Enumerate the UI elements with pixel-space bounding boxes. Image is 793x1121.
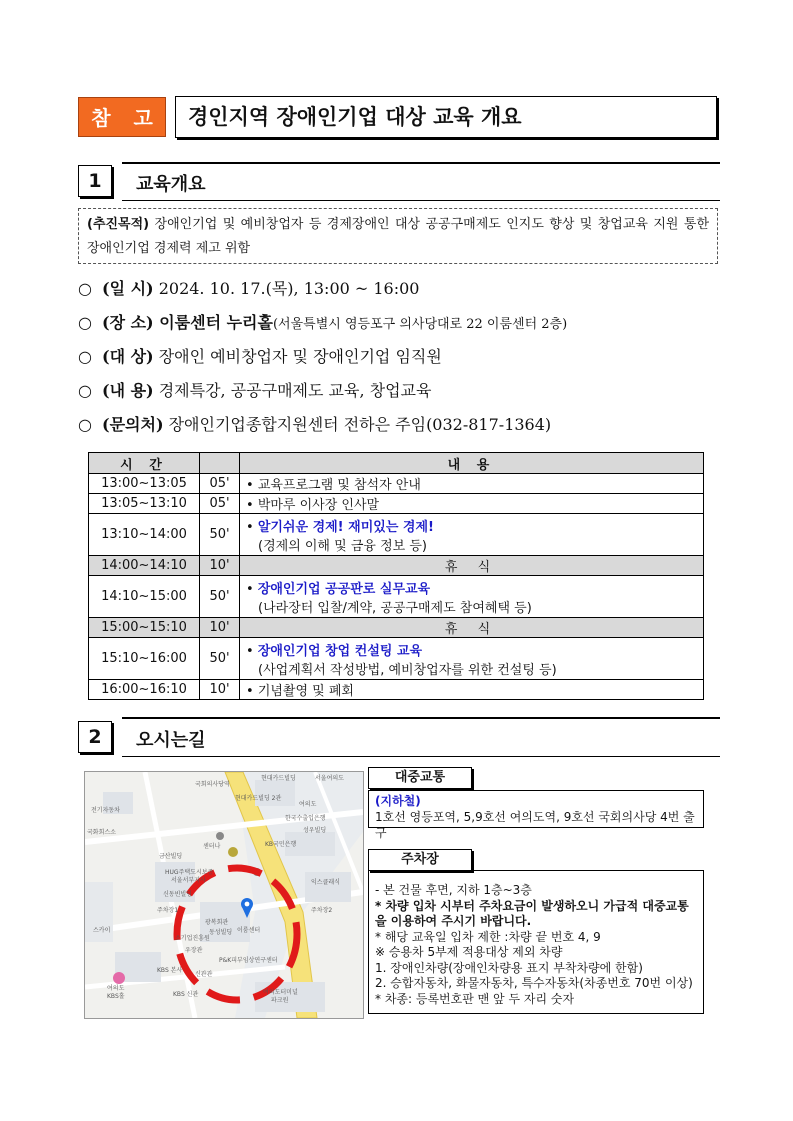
bullet: •	[246, 478, 258, 493]
row-duration: 10'	[200, 680, 240, 700]
svg-text:현대카드빌딩: 현대카드빌딩	[261, 775, 296, 782]
page-title: 경인지역 장애인기업 대상 교육 개요	[175, 96, 717, 138]
svg-text:KBS 본사: KBS 본사	[157, 967, 183, 974]
info-contact	[78, 412, 551, 435]
table-header-row	[89, 453, 704, 474]
row-content-text: 교육프로그램 및 참석자 안내	[257, 478, 421, 493]
table-row	[89, 514, 704, 556]
bullet: ○	[78, 279, 92, 298]
parking-line: * 차종: 등록번호판 맨 앞 두 자리 숫자	[375, 991, 575, 1006]
row-duration: 05'	[200, 494, 240, 514]
row-time: 13:10~14:00	[89, 514, 200, 556]
row-duration: 50'	[200, 576, 240, 618]
table-row	[89, 576, 704, 618]
bullet: ○	[78, 381, 92, 400]
row-content	[240, 514, 704, 556]
svg-text:익스클래식: 익스클래식	[311, 879, 340, 886]
row-content-detail: (경제의 이해 및 금융 정보 등)	[258, 538, 427, 554]
parking-line: ※ 승용차 5부제 적용대상 제외 차량	[375, 945, 563, 959]
info-label: (대 상)	[102, 347, 154, 366]
info-label: (일 시)	[102, 279, 154, 298]
row-content-detail: (사업계획서 작성방법, 예비창업자를 위한 컨설팅 등)	[258, 662, 557, 678]
svg-text:금산빌딩: 금산빌딩	[159, 853, 183, 860]
svg-text:스카이: 스카이	[93, 927, 111, 934]
purpose-label: (추진목적)	[87, 217, 150, 232]
row-content	[240, 638, 704, 680]
parking-line: * 차량 입차 시부터 주차요금이 발생하오니 가급적 대중교통을 이용하여 주시기 바랍니다.	[375, 898, 689, 928]
svg-text:여의도터미널: 여의도터미널	[263, 989, 298, 996]
svg-text:성우빌딩: 성우빌딩	[303, 827, 327, 834]
info-value: 2024. 10. 17.(목), 13:00 ~ 16:00	[153, 279, 420, 298]
row-duration: 10'	[200, 618, 240, 638]
bullet: •	[246, 581, 258, 597]
info-venue	[78, 310, 567, 333]
svg-text:센터나: 센터나	[203, 843, 221, 850]
bullet: ○	[78, 313, 92, 332]
svg-text:HUG주택도시보증: HUG주택도시보증	[165, 869, 214, 876]
svg-text:국회의사당역: 국회의사당역	[195, 781, 230, 788]
info-label: (문의처)	[102, 415, 164, 434]
svg-text:여의도: 여의도	[299, 801, 317, 808]
svg-text:이룸센터: 이룸센터	[237, 927, 261, 934]
row-content-text: 기념촬영 및 폐회	[257, 684, 354, 699]
row-content: 휴 식	[240, 556, 704, 576]
row-content-title	[246, 474, 697, 493]
row-content-text: 장애인기업 공공판로 실무교육	[257, 581, 431, 597]
row-content	[240, 576, 704, 618]
row-duration: 50'	[200, 514, 240, 556]
svg-text:현대카드빌딩 2관: 현대카드빌딩 2관	[235, 795, 282, 802]
row-content-title	[246, 680, 697, 699]
row-time: 13:00~13:05	[89, 474, 200, 494]
svg-text:광복회관: 광복회관	[205, 919, 229, 926]
parking-header: 주차장	[368, 849, 472, 871]
row-time: 14:00~14:10	[89, 556, 200, 576]
svg-text:파크원: 파크원	[271, 997, 289, 1004]
svg-text:주차장1: 주차장1	[157, 907, 179, 914]
svg-text:동성빌딩: 동성빌딩	[209, 929, 233, 936]
bullet: ○	[78, 415, 92, 434]
info-value: 경제특강, 공공구매제도 교육, 창업교육	[153, 381, 432, 400]
header-time: 시 간	[89, 453, 200, 474]
row-duration: 05'	[200, 474, 240, 494]
transit-box	[368, 790, 704, 840]
table-row	[89, 474, 704, 494]
section-1-bottomline	[122, 200, 720, 201]
transit-subway-label: (지하철)	[375, 794, 421, 808]
section-2-title: 오시는길	[136, 730, 206, 751]
svg-text:신관관: 신관관	[195, 971, 213, 978]
bullet: •	[246, 519, 258, 535]
svg-text:우장관: 우장관	[185, 947, 203, 954]
row-content-detail: (나라장터 입찰/계약, 공공구매제도 참여혜택 등)	[258, 600, 532, 616]
parking-line: - 본 건물 후면, 지하 1층~3층	[375, 883, 532, 897]
info-address: (서울특별시 영등포구 의사당대로 22 이룸센터 2층)	[272, 317, 568, 332]
info-label: (내 용)	[102, 381, 154, 400]
parking-line: 1. 장애인차량(장애인차량용 표지 부착차량에 한함)	[375, 960, 643, 975]
row-content-title	[246, 494, 697, 513]
svg-text:여의도: 여의도	[107, 985, 125, 992]
info-content	[78, 378, 431, 401]
info-value: 장애인 예비창업자 및 장애인기업 임직원	[153, 347, 442, 366]
svg-text:KB국민은행: KB국민은행	[265, 841, 297, 848]
info-value: 이룸센터 누리홀	[153, 313, 273, 332]
header-duration	[200, 453, 240, 474]
row-content	[240, 474, 704, 494]
row-content-text: 알기쉬운 경제! 재미있는 경제!	[257, 519, 434, 535]
row-duration: 10'	[200, 556, 240, 576]
row-content-text: 장애인기업 창업 컨설팅 교육	[257, 643, 423, 659]
row-time: 16:00~16:10	[89, 680, 200, 700]
table-row	[89, 618, 704, 638]
svg-text:서울서부지사: 서울서부지사	[171, 877, 206, 884]
section-1-title: 교육개요	[136, 174, 206, 195]
svg-text:KBS 신관: KBS 신관	[173, 991, 199, 998]
section-2-bottomline	[122, 756, 720, 757]
bullet: •	[246, 684, 258, 699]
row-content-title	[246, 516, 697, 535]
row-content: 휴 식	[240, 618, 704, 638]
parking-line: * 해당 교육일 입차 제한 :차량 끝 번호 4, 9	[375, 929, 601, 944]
row-duration: 50'	[200, 638, 240, 680]
reference-tag: 참 고	[78, 97, 166, 137]
purpose-box	[78, 208, 718, 264]
info-value: 장애인기업종합지원센터 전하은 주임(032-817-1364)	[163, 415, 552, 434]
parking-line: 2. 승합자동차, 화물자동차, 특수자동차(차종번호 70번 이상)	[375, 976, 693, 990]
parking-box	[368, 870, 704, 1014]
info-target	[78, 344, 442, 367]
table-row	[89, 556, 704, 576]
svg-text:주차장2: 주차장2	[311, 907, 333, 914]
schedule-table	[88, 452, 704, 700]
location-map[interactable]	[84, 771, 364, 1019]
transit-text: 1호선 영등포역, 5,9호선 여의도역, 9호선 국회의사당 4번 출구	[375, 810, 695, 840]
transit-header: 대중교통	[368, 767, 472, 789]
row-content	[240, 680, 704, 700]
bullet: ○	[78, 347, 92, 366]
bullet: •	[246, 643, 258, 659]
svg-text:신동빈빌딩: 신동빈빌딩	[163, 891, 192, 898]
row-time: 15:00~15:10	[89, 618, 200, 638]
row-time: 14:10~15:00	[89, 576, 200, 618]
row-content-title	[246, 640, 697, 659]
svg-text:소기업진흥원: 소기업진흥원	[175, 935, 210, 942]
purpose-text: 장애인기업 및 예비창업자 등 경제장애인 대상 공공구매제도 인지도 향상 및 창업교육 지원 통한 장애인기업 경제력 제고 위함	[87, 217, 709, 256]
row-time: 15:10~16:00	[89, 638, 200, 680]
table-row	[89, 638, 704, 680]
section-2-topline	[122, 717, 720, 719]
info-date	[78, 276, 420, 299]
row-content-text: 박마루 이사장 인사말	[257, 498, 380, 513]
section-2-number: 2	[78, 721, 112, 753]
svg-text:KBS홀: KBS홀	[107, 993, 125, 1000]
svg-text:국화회스소: 국화회스소	[87, 829, 116, 836]
svg-text:P&K피부임상연구센터: P&K피부임상연구센터	[219, 957, 278, 964]
section-1-number: 1	[78, 165, 112, 197]
row-content	[240, 494, 704, 514]
svg-text:한국수출입은행: 한국수출입은행	[285, 815, 326, 822]
section-1-topline	[122, 162, 720, 164]
table-row	[89, 494, 704, 514]
map-graphic	[85, 772, 363, 1018]
bullet: •	[246, 498, 258, 513]
svg-text:전기자동차: 전기자동차	[91, 807, 120, 814]
row-content-title	[246, 578, 697, 597]
svg-text:서울여의도: 서울여의도	[315, 775, 344, 782]
row-time: 13:05~13:10	[89, 494, 200, 514]
table-row	[89, 680, 704, 700]
info-label: (장 소)	[102, 313, 154, 332]
header-content: 내 용	[240, 453, 704, 474]
